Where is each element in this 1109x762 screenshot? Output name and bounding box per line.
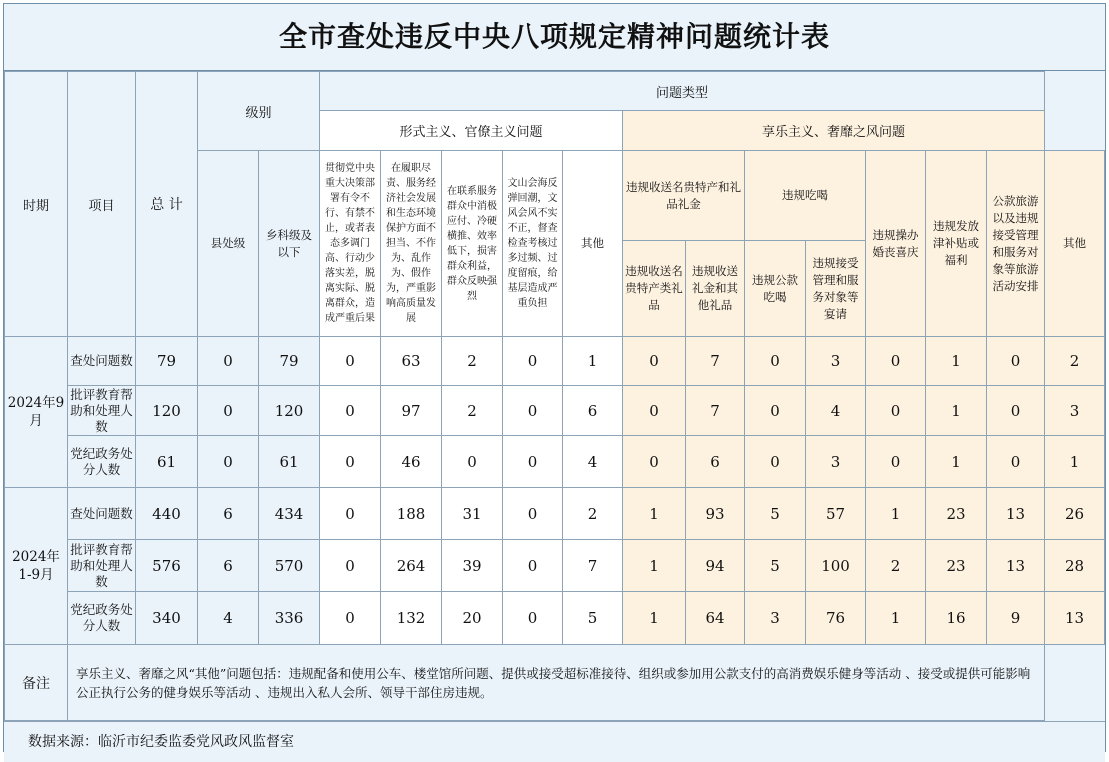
table-cell: 0 xyxy=(442,436,503,488)
table-cell: 0 xyxy=(320,592,381,645)
table-cell: 0 xyxy=(320,436,381,488)
header-formalism-col-1: 贯彻党中央重大决策部署有令不行、有禁不止，或者表态多调门高、行动少落实差，脱离实际、脱离群众，造成严重后果 xyxy=(320,151,381,337)
page-title: 全市查处违反中央八项规定精神问题统计表 xyxy=(4,4,1105,71)
table-cell: 13 xyxy=(987,540,1045,592)
table-row xyxy=(5,337,1105,386)
header-formalism-col-4: 文山会海反弹回潮，文风会风不实不正，督查检查考核过多过频、过度留痕，给基层造成严重负担 xyxy=(503,151,563,337)
table-cell: 61 xyxy=(259,436,320,488)
row-item-label: 查处问题数 xyxy=(68,337,136,386)
header-period: 时期 xyxy=(5,72,68,337)
table-cell: 16 xyxy=(926,592,987,645)
header-level: 级别 xyxy=(198,72,320,151)
table-cell: 76 xyxy=(806,592,866,645)
table-cell: 0 xyxy=(866,337,926,386)
table-cell: 576 xyxy=(136,540,198,592)
header-hedonism-other: 其他 xyxy=(1045,151,1105,337)
table-cell: 6 xyxy=(198,488,259,540)
table-cell: 2 xyxy=(866,540,926,592)
table-cell: 0 xyxy=(503,488,563,540)
table-cell: 0 xyxy=(198,337,259,386)
header-gift-specialty: 违规收送名贵特产类礼品 xyxy=(623,241,686,337)
table-cell: 2 xyxy=(442,386,503,436)
table-cell: 1 xyxy=(866,592,926,645)
table-cell: 3 xyxy=(745,592,806,645)
header-county-level: 县处级 xyxy=(198,151,259,337)
table-cell: 13 xyxy=(1045,592,1105,645)
row-item-label: 党纪政务处分人数 xyxy=(68,436,136,488)
table-cell: 7 xyxy=(686,337,745,386)
table-cell: 1 xyxy=(623,592,686,645)
header-township-level: 乡科级及以下 xyxy=(259,151,320,337)
table-cell: 434 xyxy=(259,488,320,540)
table-cell: 23 xyxy=(926,540,987,592)
table-cell: 0 xyxy=(623,337,686,386)
table-cell: 570 xyxy=(259,540,320,592)
table-cell: 100 xyxy=(806,540,866,592)
table-cell: 97 xyxy=(381,386,442,436)
table-cell: 0 xyxy=(503,386,563,436)
period-label: 2024年1-9月 xyxy=(5,488,68,645)
table-cell: 3 xyxy=(806,436,866,488)
header-formalism-col-3: 在联系服务群众中消极应付、冷硬横推、效率低下，损害群众利益，群众反映强烈 xyxy=(442,151,503,337)
table-cell: 6 xyxy=(686,436,745,488)
table-cell: 0 xyxy=(503,436,563,488)
table-cell: 28 xyxy=(1045,540,1105,592)
table-row xyxy=(5,540,1105,592)
header-travel: 公款旅游以及违规接受管理和服务对象等旅游活动安排 xyxy=(987,151,1045,337)
table-cell: 31 xyxy=(442,488,503,540)
table-row xyxy=(5,436,1105,488)
table-cell: 0 xyxy=(866,386,926,436)
table-cell: 93 xyxy=(686,488,745,540)
table-cell: 120 xyxy=(136,386,198,436)
header-problem-type: 问题类型 xyxy=(320,72,1045,111)
table-cell: 3 xyxy=(806,337,866,386)
table-row xyxy=(5,488,1105,540)
table-cell: 64 xyxy=(686,592,745,645)
table-cell: 5 xyxy=(745,488,806,540)
table-cell: 79 xyxy=(259,337,320,386)
table-row xyxy=(5,386,1105,436)
table-cell: 0 xyxy=(503,540,563,592)
note-text: 享乐主义、奢靡之风“其他”问题包括：违规配备和使用公车、楼堂馆所问题、提供或接受超标准接待、组织或参加用公款支付的高消费娱乐健身等活动 、接受或提供可能影响公正执行公务的健身娱乐等活动 、违规出入私人会所、领导干部住房违规。 xyxy=(68,645,1045,721)
table-cell: 13 xyxy=(987,488,1045,540)
table-cell: 7 xyxy=(686,386,745,436)
table-cell: 1 xyxy=(926,386,987,436)
table-cell: 7 xyxy=(563,540,623,592)
header-formalism-other: 其他 xyxy=(563,151,623,337)
table-cell: 5 xyxy=(563,592,623,645)
table-cell: 188 xyxy=(381,488,442,540)
table-cell: 0 xyxy=(503,337,563,386)
statistics-table xyxy=(4,71,1105,721)
table-cell: 4 xyxy=(198,592,259,645)
table-cell: 5 xyxy=(745,540,806,592)
table-cell: 0 xyxy=(745,386,806,436)
table-cell: 1 xyxy=(866,488,926,540)
table-cell: 0 xyxy=(198,386,259,436)
table-cell: 2 xyxy=(1045,337,1105,386)
table-cell: 1 xyxy=(1045,436,1105,488)
header-eat-group: 违规吃喝 xyxy=(745,151,866,241)
table-cell: 1 xyxy=(926,337,987,386)
table-cell: 0 xyxy=(623,436,686,488)
table-cell: 440 xyxy=(136,488,198,540)
table-cell: 20 xyxy=(442,592,503,645)
table-cell: 0 xyxy=(623,386,686,436)
data-source: 数据来源：临沂市纪委监委党风政风监督室 xyxy=(4,721,1105,762)
table-cell: 26 xyxy=(1045,488,1105,540)
table-cell: 2 xyxy=(563,488,623,540)
table-cell: 39 xyxy=(442,540,503,592)
table-cell: 0 xyxy=(198,436,259,488)
table-cell: 6 xyxy=(198,540,259,592)
table-cell: 340 xyxy=(136,592,198,645)
table-cell: 0 xyxy=(320,540,381,592)
header-banquet: 违规接受管理和服务对象等宴请 xyxy=(806,241,866,337)
table-cell: 0 xyxy=(320,386,381,436)
table-cell: 3 xyxy=(1045,386,1105,436)
table-cell: 4 xyxy=(563,436,623,488)
table-cell: 264 xyxy=(381,540,442,592)
table-cell: 6 xyxy=(563,386,623,436)
table-cell: 9 xyxy=(987,592,1045,645)
table-cell: 0 xyxy=(320,337,381,386)
table-cell: 1 xyxy=(623,540,686,592)
table-cell: 94 xyxy=(686,540,745,592)
table-cell: 61 xyxy=(136,436,198,488)
header-gift-group: 违规收送名贵特产和礼品礼金 xyxy=(623,151,745,241)
table-cell: 0 xyxy=(987,386,1045,436)
table-cell: 63 xyxy=(381,337,442,386)
table-cell: 0 xyxy=(987,436,1045,488)
header-wedding: 违规操办婚丧喜庆 xyxy=(866,151,926,337)
header-formalism: 形式主义、官僚主义问题 xyxy=(320,111,623,151)
table-cell: 4 xyxy=(806,386,866,436)
table-cell: 1 xyxy=(563,337,623,386)
table-cell: 0 xyxy=(745,337,806,386)
table-cell: 46 xyxy=(381,436,442,488)
row-item-label: 批评教育帮助和处理人数 xyxy=(68,386,136,436)
table-cell: 0 xyxy=(745,436,806,488)
header-subsidy: 违规发放津补贴或福利 xyxy=(926,151,987,337)
table-cell: 0 xyxy=(866,436,926,488)
header-public-dining: 违规公款吃喝 xyxy=(745,241,806,337)
statistics-sheet xyxy=(3,3,1106,752)
header-formalism-col-2: 在履职尽责、服务经济社会发展和生态环境保护方面不担当、不作为、乱作为、假作为，严重影响高质量发展 xyxy=(381,151,442,337)
table-cell: 0 xyxy=(503,592,563,645)
row-item-label: 党纪政务处分人数 xyxy=(68,592,136,645)
table-cell: 1 xyxy=(926,436,987,488)
row-item-label: 查处问题数 xyxy=(68,488,136,540)
header-gift-cash: 违规收送礼金和其他礼品 xyxy=(686,241,745,337)
table-cell: 0 xyxy=(320,488,381,540)
table-cell: 0 xyxy=(987,337,1045,386)
table-cell: 120 xyxy=(259,386,320,436)
header-item: 项目 xyxy=(68,72,136,337)
table-row xyxy=(5,592,1105,645)
table-cell: 57 xyxy=(806,488,866,540)
table-cell: 23 xyxy=(926,488,987,540)
table-cell: 336 xyxy=(259,592,320,645)
header-hedonism: 享乐主义、奢靡之风问题 xyxy=(623,111,1045,151)
table-cell: 132 xyxy=(381,592,442,645)
row-item-label: 批评教育帮助和处理人数 xyxy=(68,540,136,592)
table-cell: 1 xyxy=(623,488,686,540)
table-cell: 79 xyxy=(136,337,198,386)
header-total: 总 计 xyxy=(136,72,198,337)
table-cell: 2 xyxy=(442,337,503,386)
period-label: 2024年9月 xyxy=(5,337,68,488)
note-label: 备注 xyxy=(5,645,68,721)
